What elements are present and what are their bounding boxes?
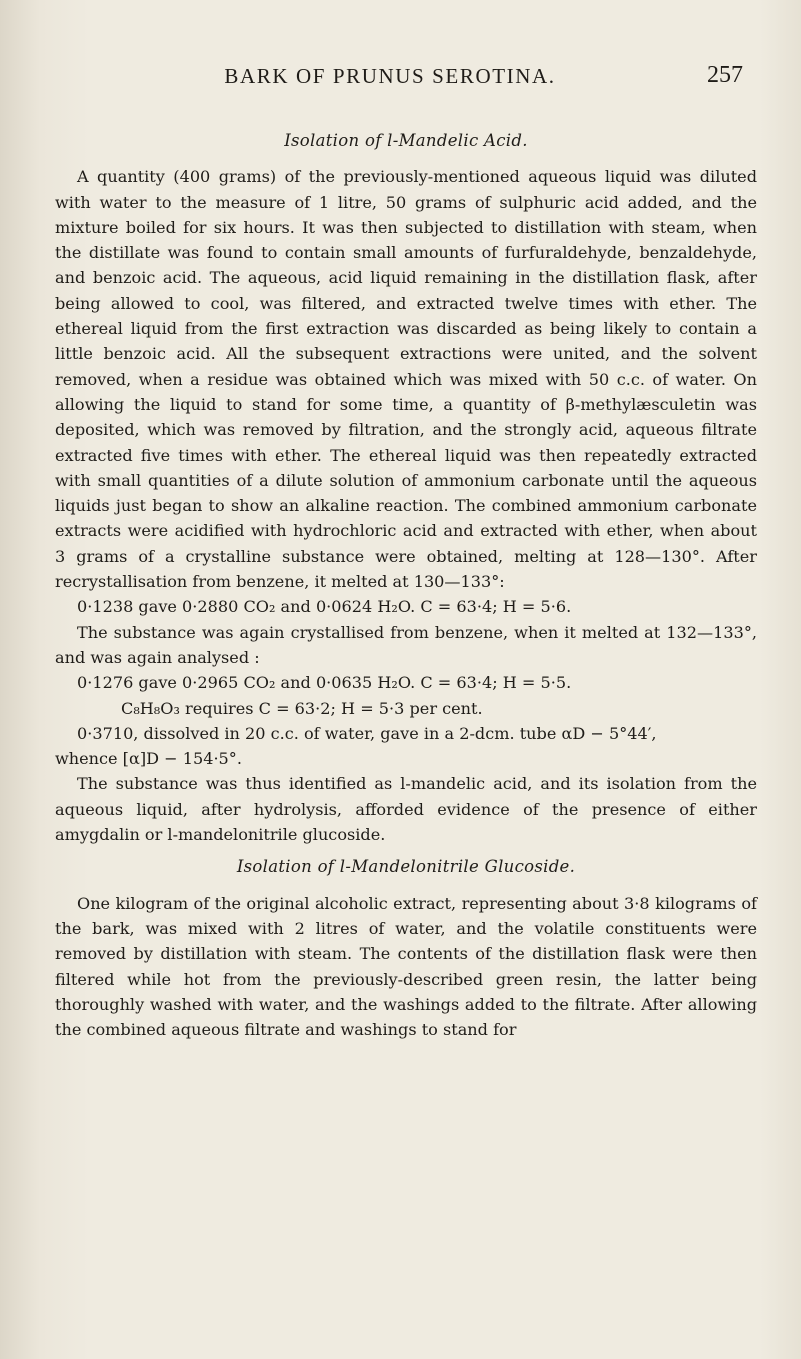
section-heading-mandelonitrile-glucoside: Isolation of l-Mandelonitrile Glucoside. xyxy=(236,857,576,877)
paragraph-recrystallisation: The substance was again crystallised from benzene, when it melted at 132—133°, and was again analysed : xyxy=(55,622,757,667)
analysis-result-2: 0·1276 gave 0·2965 CO₂ and 0·0635 H₂O. C = 63·4; H = 5·5. xyxy=(77,673,572,693)
rotation-measurement: 0·3710, dissolved in 20 c.c. of water, gave in a 2-dcm. tube αD − 5°44′, xyxy=(77,723,657,743)
running-title: BARK OF PRUNUS SEROTINA. xyxy=(224,64,556,88)
paragraph-glucoside-procedure: One kilogram of the original alcoholic extract, representing about 3·8 kilograms of the bark, was mixed with 2 litres of water, and the volatile constituents were removed by distillation with steam. The contents of the distillation flask were then filtered while hot from the previously-described green resin, the latter being thoroughly washed with water, and the washings added to the filtrate. After allowing the combined aqueous filtrate and washings to stand for xyxy=(55,893,757,1040)
paragraph-isolation-procedure: A quantity (400 grams) of the previously-mentioned aqueous liquid was diluted with water to the measure of 1 litre, 50 grams of sulphuric acid added, and the mixture boiled for six hours. It was then subjected to distillation with steam, when the distillate was found to contain small amounts of furfuraldehyde, benzaldehyde, and benzoic acid. The aqueous, acid liquid remaining in the distillation flask, after being allowed to cool, was filtered, and extracted twelve times with ether. The ethereal liquid from the first extraction was discarded as being likely to contain a little benzoic acid. All the subsequent extractions were united, and the solvent removed, when a residue was obtained which was mixed with 50 c.c. of water. On allowing the liquid to stand for some time, a quantity of β-methylæsculetin was deposited, which was removed by filtration, and the strongly acid, aqueous filtrate extracted five times with ether. The ethereal liquid was then repeatedly extracted with small quantities of a dilute solution of ammonium carbonate until the aqueous liquids just began to show an alkaline reaction. The combined ammonium carbonate extracts were acidified with hydrochloric acid and extracted with ether, when about 3 grams of a crystalline substance were obtained, melting at 128—130°. After recrystallisation from benzene, it melted at 130—133°: xyxy=(55,167,757,592)
analysis-result-1: 0·1238 gave 0·2880 CO₂ and 0·0624 H₂O. C = 63·4; H = 5·6. xyxy=(77,597,572,617)
running-head xyxy=(0,64,801,94)
section-heading-mandelic-acid: Isolation of l-Mandelic Acid. xyxy=(284,131,528,150)
specific-rotation: whence [α]D − 154·5°. xyxy=(55,749,242,769)
page-number: 257 xyxy=(707,62,743,88)
paragraph-identification: The substance was thus identified as l-mandelic acid, and its isolation from the aqueous liquid, after hydrolysis, afforded evidence of the presence of either amygdalin or l-mandelonitrile glucoside. xyxy=(55,774,757,845)
body-text xyxy=(55,128,757,1042)
formula-requirement: C₈H₈O₃ requires C = 63·2; H = 5·3 per cent. xyxy=(121,698,483,718)
